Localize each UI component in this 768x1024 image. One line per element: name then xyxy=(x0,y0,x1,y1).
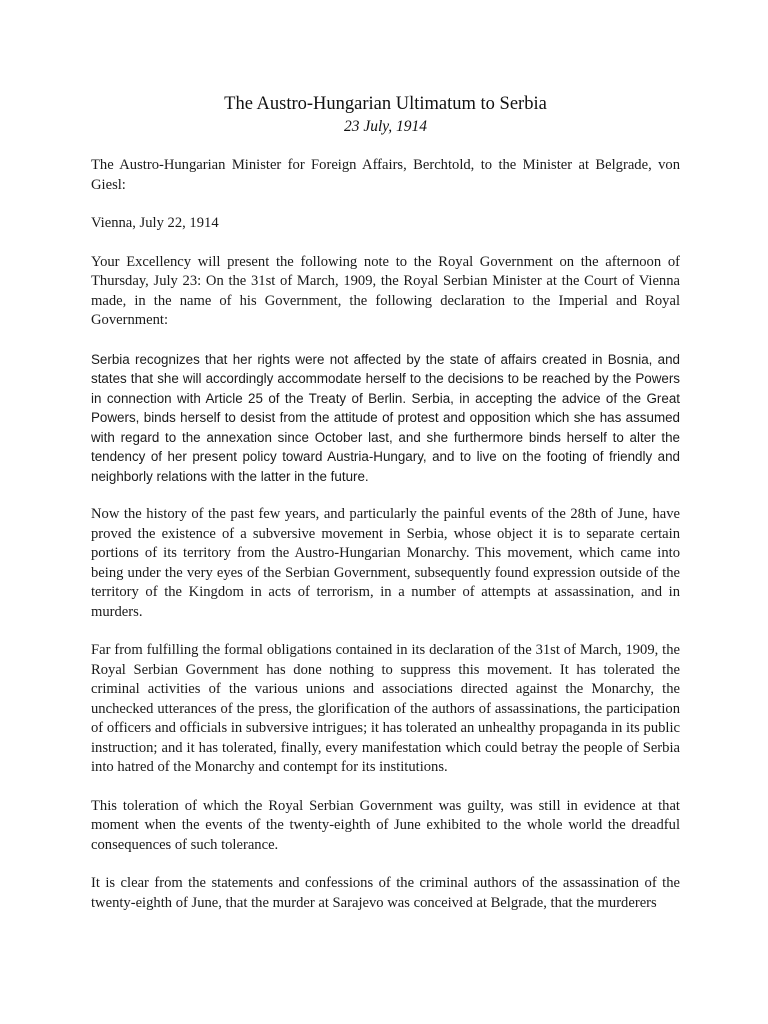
paragraph-obligations: Far from fulfilling the formal obligations contained in its declaration of the 31st of March, 1909, the Royal Serbian Government has done nothing to suppress this movement. It has tolerated the criminal activities of the various unions and associations directed against the Monarchy, the unchecked utterances of the press, the glorification of the authors of assassinations, the participation of officers and officials in subversive intrigues; it has tolerated an unhealthy propaganda in its public instruction; and it has tolerated, finally, every manifestation which could betray the people of Serbia into hatred of the Monarchy and contempt for its institutions. xyxy=(91,642,680,775)
paragraph-subversive-movement: Now the history of the past few years, and particularly the painful events of the 28th of June, have proved the existence of a subversive movement in Serbia, whose object it is to separate certain portions of its territory from the Austro-Hungarian Monarchy. This movement, which came into being under the very eyes of the Serbian Government, subsequently found expression outside of the territory of the Kingdom in acts of terrorism, in a number of attempts at assassination, and in murders. xyxy=(91,506,680,620)
paragraph-toleration: This toleration of which the Royal Serbian Government was guilty, was still in evidence at that moment when the events of the twenty-eighth of June exhibited to the whole world the dreadful consequences of such tolerance. xyxy=(91,797,680,853)
document-date-subtitle: 23 July, 1914 xyxy=(343,118,428,135)
paragraph-note-intro: Your Excellency will present the following note to the Royal Government on the afternoon of Thursday, July 23: On the 31st of March, 1909, the Royal Serbian Minister at the Court of Vienna made, in the name of his Government, the following declaration to the Imperial and Royal Government: xyxy=(91,253,680,328)
document-body xyxy=(91,92,680,913)
paragraph-addressee: The Austro-Hungarian Minister for Foreign Affairs, Berchtold, to the Minister at Belgrade, von Giesl: xyxy=(91,157,680,193)
paragraph-confessions: It is clear from the statements and confessions of the criminal authors of the assassination of the twenty-eighth of June, that the murder at Sarajevo was conceived at Belgrade, that the murderers xyxy=(91,875,680,911)
paragraph-place-date: Vienna, July 22, 1914 xyxy=(91,215,219,231)
paragraph-serbian-declaration: Serbia recognizes that her rights were not affected by the state of affairs created in Bosnia, and states that she will accordingly accommodate herself to the decisions to be reached by the Powers in connection with Article 25 of the Treaty of Berlin. Serbia, in accepting the advice of the Great Powers, binds herself to desist from the attitude of protest and opposition which she has assumed with regard to the annexation since October last, and she furthermore binds herself to alter the tendency of her present policy toward Austria-Hungary, and to live on the footing of friendly and neighborly relations with the latter in the future. xyxy=(91,351,680,484)
document-title: The Austro-Hungarian Ultimatum to Serbia xyxy=(224,94,547,114)
